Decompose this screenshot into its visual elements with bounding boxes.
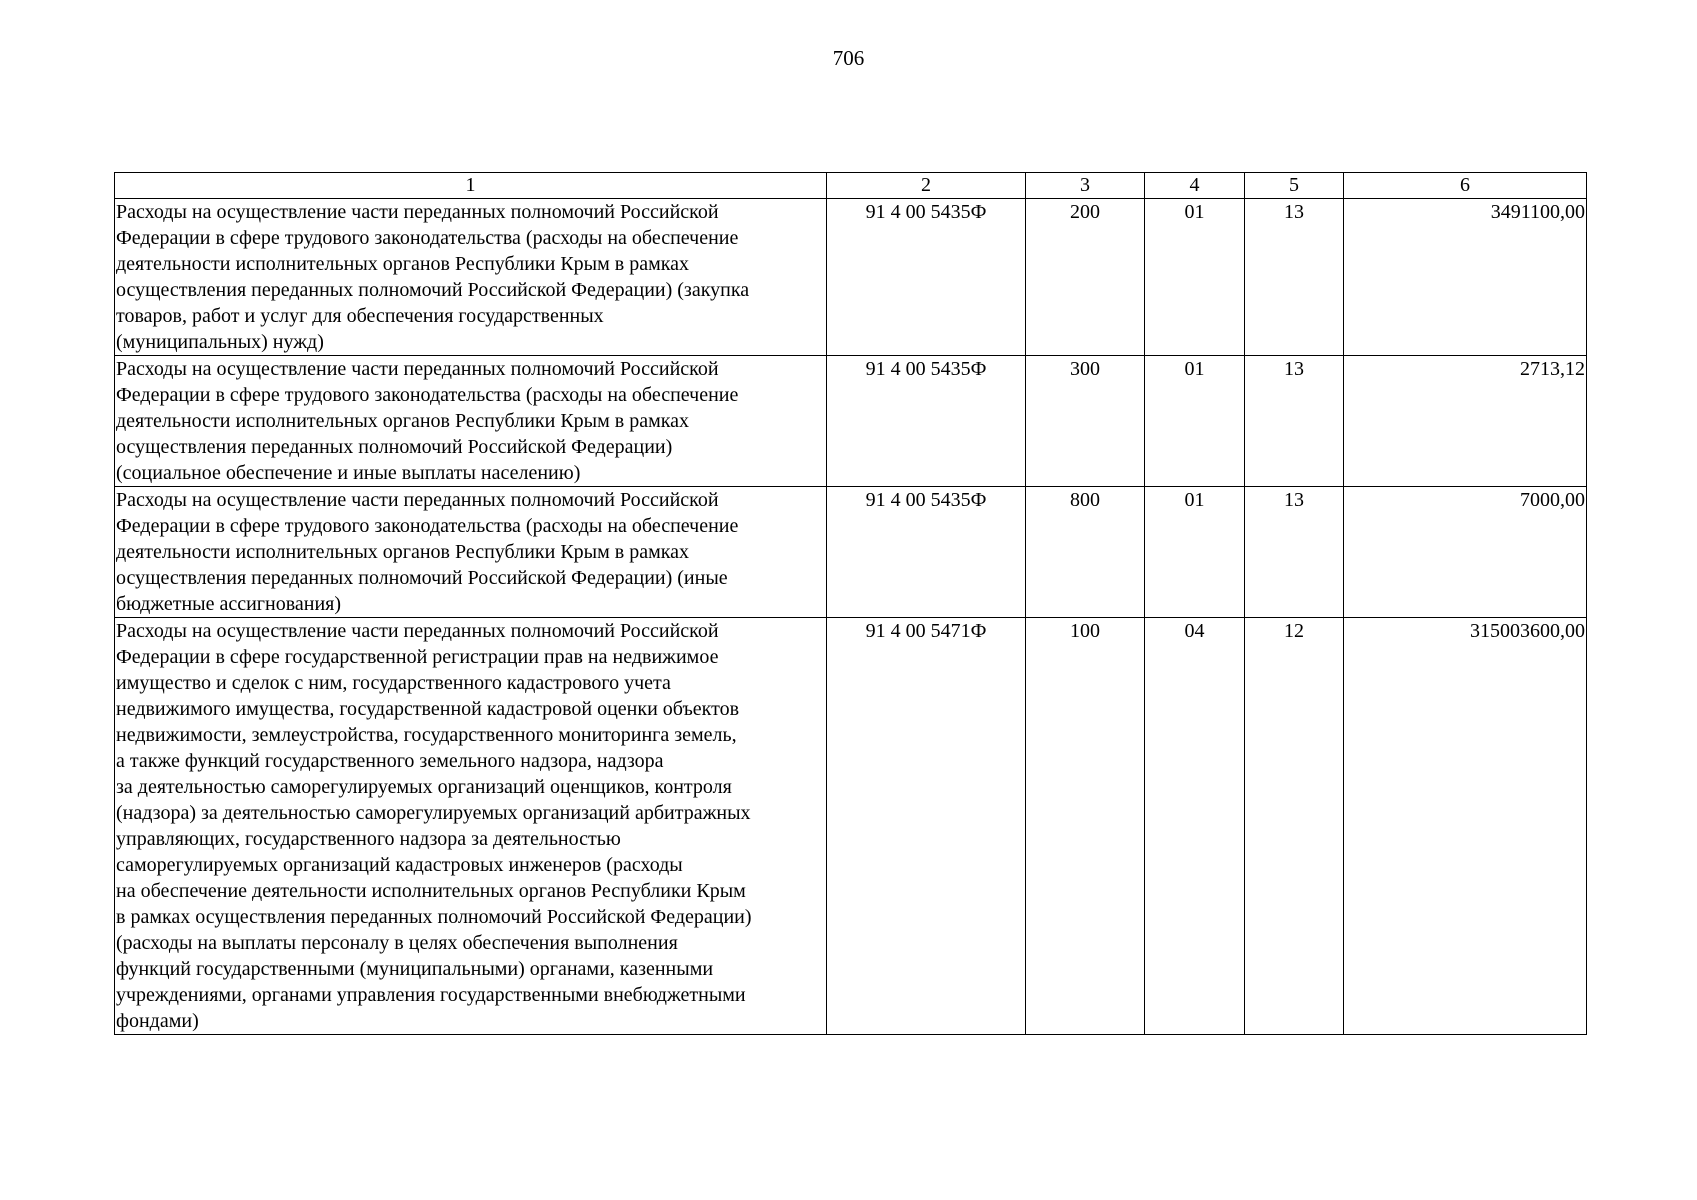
table-row [115,487,1587,618]
description-line: товаров, работ и услуг для обеспечения государственных [116,305,604,327]
header-col-5: 5 [1245,173,1344,199]
description-line: саморегулируемых организаций кадастровых инженеров (расходы [116,854,683,876]
target-article-code: 91 4 00 5435Ф [827,199,1026,356]
description-line: на обеспечение деятельности исполнительных органов Республики Крым [116,880,746,902]
description-line: недвижимости, землеустройства, государственного мониторинга земель, [116,724,737,746]
description-line: в рамках осуществления переданных полномочий Российской Федерации) [116,906,752,928]
description-line: учреждениями, органами управления государственными внебюджетными [116,984,746,1006]
subsection-code: 13 [1245,199,1344,356]
description-line: осуществления переданных полномочий Российской Федерации) (иные [116,567,728,589]
expense-type-code: 100 [1026,618,1145,1035]
expense-type-code: 300 [1026,356,1145,487]
section-code: 01 [1145,199,1245,356]
header-col-3: 3 [1026,173,1145,199]
table-body [115,199,1587,1035]
description-line: (расходы на выплаты персоналу в целях обеспечения выполнения [116,932,678,954]
table-row [115,199,1587,356]
section-code: 04 [1145,618,1245,1035]
expense-description [115,199,827,356]
budget-table [114,172,1587,1035]
description-line: (муниципальных) нужд) [116,331,324,353]
subsection-code: 12 [1245,618,1344,1035]
amount-value: 3491100,00 [1344,199,1587,356]
description-line: управляющих, государственного надзора за деятельностью [116,828,621,850]
header-col-4: 4 [1145,173,1245,199]
description-line: Расходы на осуществление части переданных полномочий Российской [116,358,719,380]
subsection-code: 13 [1245,487,1344,618]
expense-description [115,487,827,618]
description-line: осуществления переданных полномочий Российской Федерации) [116,436,673,458]
description-line: функций государственными (муниципальными) органами, казенными [116,958,714,980]
section-code: 01 [1145,356,1245,487]
description-line: (социальное обеспечение и иные выплаты населению) [116,462,581,484]
header-col-2: 2 [827,173,1026,199]
amount-value: 7000,00 [1344,487,1587,618]
description-line: осуществления переданных полномочий Российской Федерации) (закупка [116,279,750,301]
table-row [115,356,1587,487]
description-line: (надзора) за деятельностью саморегулируемых организаций арбитражных [116,802,751,824]
description-line: деятельности исполнительных органов Республики Крым в рамках [116,541,690,563]
table-header [115,173,1587,199]
header-col-6: 6 [1344,173,1587,199]
description-line: деятельности исполнительных органов Республики Крым в рамках [116,410,690,432]
expense-description [115,618,827,1035]
amount-value: 2713,12 [1344,356,1587,487]
header-row [115,173,1587,199]
description-line: Расходы на осуществление части переданных полномочий Российской [116,201,719,223]
amount-value: 315003600,00 [1344,618,1587,1035]
page-number: 706 [832,46,865,70]
description-line: деятельности исполнительных органов Республики Крым в рамках [116,253,690,275]
description-line: Расходы на осуществление части переданных полномочий Российской [116,489,719,511]
description-line: Федерации в сфере государственной регистрации прав на недвижимое [116,646,719,668]
description-line: а также функций государственного земельного надзора, надзора [116,750,664,772]
description-line: за деятельностью саморегулируемых организаций оценщиков, контроля [116,776,732,798]
section-code: 01 [1145,487,1245,618]
expense-type-code: 200 [1026,199,1145,356]
expense-type-code: 800 [1026,487,1145,618]
description-line: Федерации в сфере трудового законодательства (расходы на обеспечение [116,515,739,537]
description-line: Расходы на осуществление части переданных полномочий Российской [116,620,719,642]
target-article-code: 91 4 00 5471Ф [827,618,1026,1035]
description-line: имущество и сделок с ним, государственного кадастрового учета [116,672,671,694]
description-line: Федерации в сфере трудового законодательства (расходы на обеспечение [116,384,739,406]
target-article-code: 91 4 00 5435Ф [827,356,1026,487]
description-line: фондами) [116,1010,199,1032]
header-col-1: 1 [115,173,827,199]
expense-description [115,356,827,487]
target-article-code: 91 4 00 5435Ф [827,487,1026,618]
description-line: бюджетные ассигнования) [116,593,342,615]
subsection-code: 13 [1245,356,1344,487]
description-line: Федерации в сфере трудового законодательства (расходы на обеспечение [116,227,739,249]
description-line: недвижимого имущества, государственной кадастровой оценки объектов [116,698,740,720]
table-row [115,618,1587,1035]
